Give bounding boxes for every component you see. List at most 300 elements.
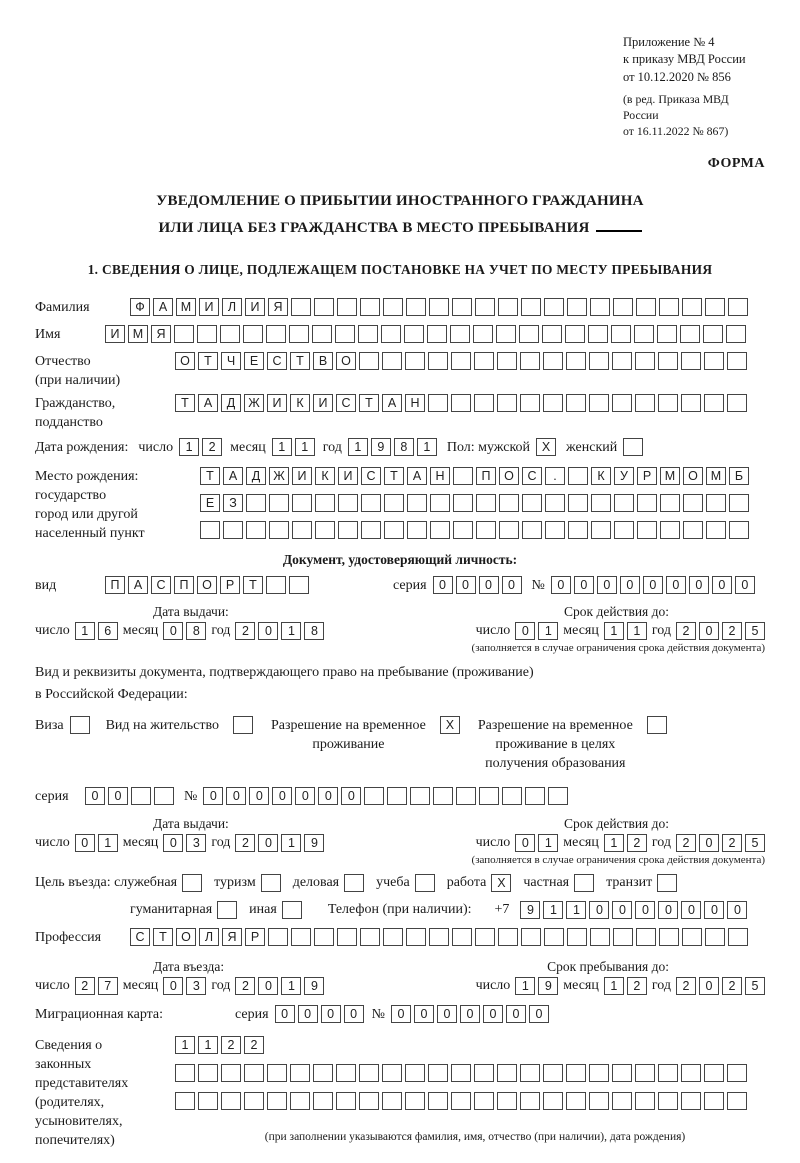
birthplace-row1-cell[interactable]: А <box>407 467 427 485</box>
guardians-row2-cell[interactable] <box>428 1064 448 1082</box>
birthplace-row3-cell[interactable] <box>660 521 680 539</box>
guardians-row2-cell[interactable] <box>543 1064 563 1082</box>
birthplace-row3-cell[interactable] <box>384 521 404 539</box>
doc-number-cell[interactable]: 0 <box>689 576 709 594</box>
birthplace-row2-cell[interactable] <box>660 494 680 512</box>
migration-card-number-cell[interactable]: 0 <box>391 1005 411 1023</box>
doc-kind-cell[interactable]: Т <box>243 576 263 594</box>
birth-month-cell[interactable]: 1 <box>272 438 292 456</box>
given-name-cell[interactable] <box>450 325 470 343</box>
phone-number-cell[interactable]: 0 <box>612 901 632 919</box>
birthplace-row2-cell[interactable] <box>683 494 703 512</box>
doc-series-cell[interactable]: 0 <box>479 576 499 594</box>
profession-cell[interactable]: С <box>130 928 150 946</box>
phone-number-cell[interactable]: 9 <box>520 901 540 919</box>
birthplace-row1-cell[interactable]: М <box>706 467 726 485</box>
surname-cell[interactable] <box>475 298 495 316</box>
citizenship-cell[interactable] <box>520 394 540 412</box>
issue1-year-cell[interactable]: 0 <box>258 622 278 640</box>
birthplace-row3-cell[interactable] <box>407 521 427 539</box>
birthplace-row3-cell[interactable] <box>200 521 220 539</box>
guardians-row3-cell[interactable] <box>244 1092 264 1110</box>
birthplace-row1-cell[interactable]: Н <box>430 467 450 485</box>
valid1-month-cell[interactable]: 1 <box>627 622 647 640</box>
guardians-row2-cell[interactable] <box>267 1064 287 1082</box>
migration-card-number-cell[interactable]: 0 <box>529 1005 549 1023</box>
rvp-number-cell[interactable] <box>479 787 499 805</box>
given-name-cell[interactable] <box>611 325 631 343</box>
valid1-year-cell[interactable]: 2 <box>676 622 696 640</box>
phone-number-cell[interactable]: 0 <box>681 901 701 919</box>
surname-cell[interactable] <box>590 298 610 316</box>
issue2-day-cell[interactable]: 1 <box>98 834 118 852</box>
valid1-year-cell[interactable]: 2 <box>722 622 742 640</box>
valid1-year-cell[interactable]: 5 <box>745 622 765 640</box>
profession-cell[interactable] <box>452 928 472 946</box>
given-name-cell[interactable] <box>335 325 355 343</box>
stay-year-cell[interactable]: 5 <box>745 977 765 995</box>
entry-day-cell[interactable]: 2 <box>75 977 95 995</box>
guardians-row1-cell[interactable]: 1 <box>175 1036 195 1054</box>
birthplace-row2-cell[interactable] <box>315 494 335 512</box>
issue1-month-cell[interactable]: 8 <box>186 622 206 640</box>
guardians-row3-cell[interactable] <box>221 1092 241 1110</box>
patronymic-cell[interactable] <box>704 352 724 370</box>
birthplace-row1-cell[interactable]: С <box>522 467 542 485</box>
patronymic-cell[interactable] <box>382 352 402 370</box>
birthplace-row3-cell[interactable] <box>430 521 450 539</box>
birthplace-row2-cell[interactable] <box>637 494 657 512</box>
guardians-row3-cell[interactable] <box>313 1092 333 1110</box>
entry-day-cell[interactable]: 7 <box>98 977 118 995</box>
birthplace-row1-cell[interactable]: С <box>361 467 381 485</box>
doc-kind-cell[interactable]: П <box>174 576 194 594</box>
patronymic-cell[interactable] <box>520 352 540 370</box>
birthplace-row2-cell[interactable] <box>292 494 312 512</box>
checkbox-sex-female-cell[interactable] <box>623 438 643 456</box>
given-name-cell[interactable] <box>197 325 217 343</box>
surname-cell[interactable]: М <box>176 298 196 316</box>
given-name-cell[interactable] <box>496 325 516 343</box>
doc-kind-cell[interactable]: С <box>151 576 171 594</box>
guardians-row2-cell[interactable] <box>474 1064 494 1082</box>
profession-cell[interactable] <box>728 928 748 946</box>
patronymic-cell[interactable] <box>359 352 379 370</box>
citizenship-cell[interactable] <box>474 394 494 412</box>
checkbox-residence-permit-cell[interactable] <box>233 716 253 734</box>
patronymic-cell[interactable] <box>658 352 678 370</box>
migration-card-number-cell[interactable]: 0 <box>483 1005 503 1023</box>
surname-cell[interactable] <box>659 298 679 316</box>
guardians-row3-cell[interactable] <box>175 1092 195 1110</box>
profession-cell[interactable] <box>291 928 311 946</box>
birthplace-row1-cell[interactable]: Р <box>637 467 657 485</box>
migration-card-series-cell[interactable]: 0 <box>298 1005 318 1023</box>
guardians-row3-cell[interactable] <box>198 1092 218 1110</box>
birthplace-row3-cell[interactable] <box>637 521 657 539</box>
given-name-cell[interactable] <box>473 325 493 343</box>
birthplace-row3-cell[interactable] <box>706 521 726 539</box>
guardians-row2-cell[interactable] <box>589 1064 609 1082</box>
birthplace-row3-cell[interactable] <box>591 521 611 539</box>
given-name-cell[interactable] <box>588 325 608 343</box>
surname-cell[interactable] <box>406 298 426 316</box>
birthplace-row1-cell[interactable]: П <box>476 467 496 485</box>
doc-number-cell[interactable]: 0 <box>643 576 663 594</box>
migration-card-series-cell[interactable]: 0 <box>344 1005 364 1023</box>
profession-cell[interactable] <box>314 928 334 946</box>
guardians-row3-cell[interactable] <box>428 1092 448 1110</box>
birthplace-row1-cell[interactable]: Т <box>200 467 220 485</box>
guardians-row2-cell[interactable] <box>382 1064 402 1082</box>
guardians-row2-cell[interactable] <box>612 1064 632 1082</box>
guardians-row3-cell[interactable] <box>290 1092 310 1110</box>
phone-number-cell[interactable]: 0 <box>635 901 655 919</box>
citizenship-cell[interactable] <box>727 394 747 412</box>
profession-cell[interactable] <box>383 928 403 946</box>
birthplace-row1-cell[interactable] <box>453 467 473 485</box>
issue2-month-cell[interactable]: 0 <box>163 834 183 852</box>
guardians-row2-cell[interactable] <box>727 1064 747 1082</box>
doc-kind-cell[interactable] <box>266 576 286 594</box>
guardians-row1-cell[interactable]: 2 <box>221 1036 241 1054</box>
surname-cell[interactable]: И <box>245 298 265 316</box>
guardians-row2-cell[interactable] <box>175 1064 195 1082</box>
phone-number-cell[interactable]: 1 <box>543 901 563 919</box>
guardians-row2-cell[interactable] <box>658 1064 678 1082</box>
phone-number-cell[interactable]: 0 <box>727 901 747 919</box>
birthplace-row1-cell[interactable]: И <box>338 467 358 485</box>
surname-cell[interactable] <box>636 298 656 316</box>
profession-cell[interactable] <box>682 928 702 946</box>
checkbox-transit-cell[interactable] <box>657 874 677 892</box>
entry-year-cell[interactable]: 2 <box>235 977 255 995</box>
stay-year-cell[interactable]: 0 <box>699 977 719 995</box>
surname-cell[interactable]: А <box>153 298 173 316</box>
valid2-day-cell[interactable]: 0 <box>515 834 535 852</box>
birthplace-row1-cell[interactable]: К <box>591 467 611 485</box>
doc-number-cell[interactable]: 0 <box>551 576 571 594</box>
birthplace-row2-cell[interactable] <box>246 494 266 512</box>
profession-cell[interactable] <box>429 928 449 946</box>
birth-year-cell[interactable]: 1 <box>348 438 368 456</box>
birthplace-row3-cell[interactable] <box>499 521 519 539</box>
patronymic-cell[interactable]: О <box>175 352 195 370</box>
birthplace-row3-cell[interactable] <box>614 521 634 539</box>
entry-year-cell[interactable]: 0 <box>258 977 278 995</box>
birthplace-row2-cell[interactable] <box>706 494 726 512</box>
guardians-row2-cell[interactable] <box>198 1064 218 1082</box>
citizenship-cell[interactable] <box>704 394 724 412</box>
citizenship-cell[interactable]: Д <box>221 394 241 412</box>
checkbox-temp-residence-cell[interactable]: X <box>440 716 460 734</box>
surname-cell[interactable]: Я <box>268 298 288 316</box>
valid2-month-cell[interactable]: 2 <box>627 834 647 852</box>
checkbox-official-cell[interactable] <box>182 874 202 892</box>
rvp-number-cell[interactable] <box>456 787 476 805</box>
surname-cell[interactable] <box>360 298 380 316</box>
birthplace-row1-cell[interactable]: Б <box>729 467 749 485</box>
rvp-number-cell[interactable]: 0 <box>272 787 292 805</box>
given-name-cell[interactable] <box>565 325 585 343</box>
patronymic-cell[interactable] <box>566 352 586 370</box>
guardians-row3-cell[interactable] <box>382 1092 402 1110</box>
birthplace-row2-cell[interactable] <box>591 494 611 512</box>
given-name-cell[interactable] <box>289 325 309 343</box>
guardians-row3-cell[interactable] <box>704 1092 724 1110</box>
doc-kind-cell[interactable]: Р <box>220 576 240 594</box>
migration-card-number-cell[interactable]: 0 <box>506 1005 526 1023</box>
phone-number-cell[interactable]: 0 <box>658 901 678 919</box>
birthplace-row1-cell[interactable]: У <box>614 467 634 485</box>
doc-kind-cell[interactable] <box>289 576 309 594</box>
rvp-number-cell[interactable] <box>410 787 430 805</box>
guardians-row2-cell[interactable] <box>635 1064 655 1082</box>
birth-month-cell[interactable]: 1 <box>295 438 315 456</box>
doc-series-cell[interactable]: 0 <box>433 576 453 594</box>
issue2-year-cell[interactable]: 1 <box>281 834 301 852</box>
rvp-series-cell[interactable] <box>131 787 151 805</box>
issue1-day-cell[interactable]: 1 <box>75 622 95 640</box>
birthplace-row1-cell[interactable]: А <box>223 467 243 485</box>
profession-cell[interactable] <box>567 928 587 946</box>
patronymic-cell[interactable]: Ч <box>221 352 241 370</box>
given-name-cell[interactable] <box>312 325 332 343</box>
entry-month-cell[interactable]: 3 <box>186 977 206 995</box>
given-name-cell[interactable] <box>174 325 194 343</box>
birthplace-row2-cell[interactable] <box>499 494 519 512</box>
birthplace-row1-cell[interactable]: . <box>545 467 565 485</box>
given-name-cell[interactable] <box>404 325 424 343</box>
birthplace-row1-cell[interactable]: Ж <box>269 467 289 485</box>
given-name-cell[interactable] <box>358 325 378 343</box>
valid2-day-cell[interactable]: 1 <box>538 834 558 852</box>
guardians-row3-cell[interactable] <box>543 1092 563 1110</box>
birthplace-row2-cell[interactable] <box>545 494 565 512</box>
birthplace-row2-cell[interactable] <box>407 494 427 512</box>
rvp-number-cell[interactable] <box>548 787 568 805</box>
patronymic-cell[interactable] <box>681 352 701 370</box>
profession-cell[interactable]: Л <box>199 928 219 946</box>
surname-cell[interactable] <box>728 298 748 316</box>
surname-cell[interactable] <box>383 298 403 316</box>
surname-cell[interactable] <box>291 298 311 316</box>
doc-series-cell[interactable]: 0 <box>456 576 476 594</box>
rvp-number-cell[interactable]: 0 <box>341 787 361 805</box>
checkbox-tourism-cell[interactable] <box>261 874 281 892</box>
guardians-row3-cell[interactable] <box>405 1092 425 1110</box>
valid1-year-cell[interactable]: 0 <box>699 622 719 640</box>
guardians-row3-cell[interactable] <box>497 1092 517 1110</box>
rvp-series-cell[interactable]: 0 <box>85 787 105 805</box>
birthplace-row2-cell[interactable]: Е <box>200 494 220 512</box>
issue2-year-cell[interactable]: 2 <box>235 834 255 852</box>
profession-cell[interactable] <box>521 928 541 946</box>
guardians-row3-cell[interactable] <box>474 1092 494 1110</box>
birthplace-row3-cell[interactable] <box>568 521 588 539</box>
issue1-day-cell[interactable]: 6 <box>98 622 118 640</box>
phone-number-cell[interactable]: 0 <box>704 901 724 919</box>
guardians-row3-cell[interactable] <box>336 1092 356 1110</box>
guardians-row3-cell[interactable] <box>520 1092 540 1110</box>
birth-year-cell[interactable]: 9 <box>371 438 391 456</box>
birthplace-row3-cell[interactable] <box>453 521 473 539</box>
citizenship-cell[interactable] <box>543 394 563 412</box>
citizenship-cell[interactable] <box>589 394 609 412</box>
birth-day-cell[interactable]: 1 <box>179 438 199 456</box>
citizenship-cell[interactable] <box>635 394 655 412</box>
phone-number-cell[interactable]: 0 <box>589 901 609 919</box>
surname-cell[interactable] <box>567 298 587 316</box>
checkbox-other-cell[interactable] <box>282 901 302 919</box>
citizenship-cell[interactable]: С <box>336 394 356 412</box>
guardians-row3-cell[interactable] <box>589 1092 609 1110</box>
citizenship-cell[interactable]: А <box>198 394 218 412</box>
issue1-month-cell[interactable]: 0 <box>163 622 183 640</box>
profession-cell[interactable] <box>544 928 564 946</box>
checkbox-temp-residence-education-cell[interactable] <box>647 716 667 734</box>
citizenship-cell[interactable] <box>428 394 448 412</box>
citizenship-cell[interactable]: К <box>290 394 310 412</box>
valid2-year-cell[interactable]: 2 <box>722 834 742 852</box>
given-name-cell[interactable] <box>634 325 654 343</box>
patronymic-cell[interactable] <box>405 352 425 370</box>
birthplace-row3-cell[interactable] <box>683 521 703 539</box>
given-name-cell[interactable] <box>381 325 401 343</box>
migration-card-number-cell[interactable]: 0 <box>460 1005 480 1023</box>
birthplace-row2-cell[interactable] <box>430 494 450 512</box>
profession-cell[interactable]: Т <box>153 928 173 946</box>
birthplace-row2-cell[interactable] <box>476 494 496 512</box>
citizenship-cell[interactable]: А <box>382 394 402 412</box>
issue1-year-cell[interactable]: 8 <box>304 622 324 640</box>
stay-year-cell[interactable]: 2 <box>722 977 742 995</box>
birthplace-row2-cell[interactable] <box>453 494 473 512</box>
birthplace-row2-cell[interactable] <box>384 494 404 512</box>
entry-year-cell[interactable]: 9 <box>304 977 324 995</box>
surname-cell[interactable] <box>544 298 564 316</box>
given-name-cell[interactable] <box>266 325 286 343</box>
surname-cell[interactable] <box>314 298 334 316</box>
birth-day-cell[interactable]: 2 <box>202 438 222 456</box>
doc-number-cell[interactable]: 0 <box>574 576 594 594</box>
guardians-row2-cell[interactable] <box>704 1064 724 1082</box>
profession-cell[interactable]: О <box>176 928 196 946</box>
given-name-cell[interactable]: И <box>105 325 125 343</box>
valid1-day-cell[interactable]: 1 <box>538 622 558 640</box>
issue2-year-cell[interactable]: 9 <box>304 834 324 852</box>
given-name-cell[interactable] <box>427 325 447 343</box>
rvp-number-cell[interactable]: 0 <box>249 787 269 805</box>
checkbox-business-cell[interactable] <box>344 874 364 892</box>
guardians-row3-cell[interactable] <box>612 1092 632 1110</box>
doc-number-cell[interactable]: 0 <box>712 576 732 594</box>
doc-number-cell[interactable]: 0 <box>620 576 640 594</box>
birthplace-row1-cell[interactable] <box>568 467 588 485</box>
profession-cell[interactable] <box>590 928 610 946</box>
guardians-row3-cell[interactable] <box>658 1092 678 1110</box>
entry-month-cell[interactable]: 0 <box>163 977 183 995</box>
rvp-number-cell[interactable] <box>364 787 384 805</box>
doc-kind-cell[interactable]: А <box>128 576 148 594</box>
surname-cell[interactable]: Ф <box>130 298 150 316</box>
birthplace-row1-cell[interactable]: Т <box>384 467 404 485</box>
patronymic-cell[interactable] <box>543 352 563 370</box>
rvp-series-cell[interactable] <box>154 787 174 805</box>
birthplace-row2-cell[interactable] <box>522 494 542 512</box>
profession-cell[interactable] <box>705 928 725 946</box>
given-name-cell[interactable] <box>657 325 677 343</box>
surname-cell[interactable] <box>498 298 518 316</box>
patronymic-cell[interactable] <box>589 352 609 370</box>
surname-cell[interactable]: Л <box>222 298 242 316</box>
profession-cell[interactable] <box>475 928 495 946</box>
stay-month-cell[interactable]: 1 <box>604 977 624 995</box>
birthplace-row3-cell[interactable] <box>545 521 565 539</box>
migration-card-series-cell[interactable]: 0 <box>275 1005 295 1023</box>
stay-month-cell[interactable]: 2 <box>627 977 647 995</box>
given-name-cell[interactable]: М <box>128 325 148 343</box>
citizenship-cell[interactable] <box>451 394 471 412</box>
citizenship-cell[interactable] <box>658 394 678 412</box>
birthplace-row1-cell[interactable]: Д <box>246 467 266 485</box>
guardians-row2-cell[interactable] <box>244 1064 264 1082</box>
guardians-row3-cell[interactable] <box>267 1092 287 1110</box>
guardians-row2-cell[interactable] <box>681 1064 701 1082</box>
birthplace-row3-cell[interactable] <box>522 521 542 539</box>
valid2-year-cell[interactable]: 2 <box>676 834 696 852</box>
patronymic-cell[interactable] <box>451 352 471 370</box>
guardians-row2-cell[interactable] <box>405 1064 425 1082</box>
rvp-number-cell[interactable] <box>502 787 522 805</box>
birthplace-row1-cell[interactable]: О <box>499 467 519 485</box>
surname-cell[interactable] <box>337 298 357 316</box>
patronymic-cell[interactable] <box>474 352 494 370</box>
birthplace-row1-cell[interactable]: К <box>315 467 335 485</box>
valid2-month-cell[interactable]: 1 <box>604 834 624 852</box>
valid1-day-cell[interactable]: 0 <box>515 622 535 640</box>
given-name-cell[interactable] <box>680 325 700 343</box>
patronymic-cell[interactable]: Т <box>198 352 218 370</box>
doc-series-cell[interactable]: 0 <box>502 576 522 594</box>
citizenship-cell[interactable] <box>681 394 701 412</box>
guardians-row2-cell[interactable] <box>566 1064 586 1082</box>
surname-cell[interactable] <box>682 298 702 316</box>
guardians-row2-cell[interactable] <box>290 1064 310 1082</box>
patronymic-cell[interactable] <box>428 352 448 370</box>
issue2-day-cell[interactable]: 0 <box>75 834 95 852</box>
rvp-number-cell[interactable]: 0 <box>295 787 315 805</box>
rvp-number-cell[interactable] <box>433 787 453 805</box>
checkbox-private-cell[interactable] <box>574 874 594 892</box>
doc-number-cell[interactable]: 0 <box>666 576 686 594</box>
profession-cell[interactable] <box>636 928 656 946</box>
surname-cell[interactable] <box>452 298 472 316</box>
patronymic-cell[interactable] <box>635 352 655 370</box>
migration-card-series-cell[interactable]: 0 <box>321 1005 341 1023</box>
stay-year-cell[interactable]: 2 <box>676 977 696 995</box>
given-name-cell[interactable] <box>220 325 240 343</box>
given-name-cell[interactable] <box>542 325 562 343</box>
issue1-year-cell[interactable]: 2 <box>235 622 255 640</box>
birthplace-row3-cell[interactable] <box>338 521 358 539</box>
birthplace-row2-cell[interactable] <box>338 494 358 512</box>
guardians-row2-cell[interactable] <box>520 1064 540 1082</box>
guardians-row2-cell[interactable] <box>336 1064 356 1082</box>
rvp-number-cell[interactable]: 0 <box>203 787 223 805</box>
birthplace-row2-cell[interactable]: З <box>223 494 243 512</box>
citizenship-cell[interactable]: Т <box>359 394 379 412</box>
